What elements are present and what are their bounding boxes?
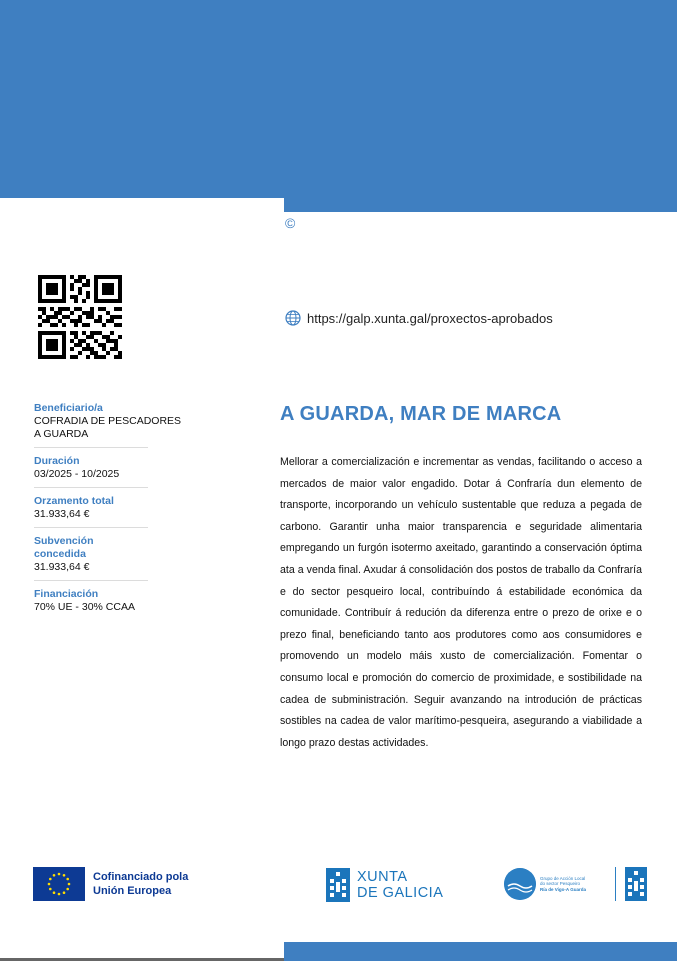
beneficiario-value-line2: A GUARDA (34, 428, 89, 440)
duracion-field (34, 455, 148, 488)
xunta-text-line2: DE GALICIA (357, 885, 444, 901)
header-band-left (0, 0, 284, 198)
eu-logo (33, 867, 201, 901)
eu-text-line2: Unión Europea (93, 885, 172, 897)
copyright-mark: © (285, 215, 296, 231)
duracion-value: 03/2025 - 10/2025 (34, 468, 120, 480)
beneficiario-label: Beneficiario/a (34, 402, 103, 414)
website-link[interactable] (285, 310, 553, 326)
eu-text-line1: Cofinanciado pola (93, 871, 189, 883)
orzamento-field (34, 495, 148, 528)
beneficiario-value-line1: COFRADIA DE PESCADORES (34, 415, 182, 427)
header-band-right (284, 0, 677, 212)
galp-text-line2: do sector Pesqueiro (540, 881, 581, 887)
website-url[interactable]: https://galp.xunta.gal/proxectos-aprobados (307, 310, 553, 326)
galp-emblem-icon (504, 868, 536, 900)
logo-divider (615, 867, 616, 901)
xunta-shield-icon (326, 868, 350, 902)
galp-text-line3: Ría de Vigo-A Guarda (540, 886, 587, 892)
financiacion-field (34, 588, 148, 620)
xunta-logo (326, 868, 443, 902)
globe-icon (285, 310, 301, 326)
project-title: A GUARDA, MAR DE MARCA (280, 403, 562, 425)
xunta-text-line1: XUNTA (357, 869, 408, 885)
orzamento-value: 31.933,64 € (34, 508, 90, 520)
qr-code-icon (38, 275, 122, 359)
footer-band (284, 942, 677, 961)
xunta-text (357, 869, 443, 901)
duracion-label: Duración (34, 455, 80, 467)
project-description: Mellorar a comercialización e incrementar as vendas, facilitando o acceso a mercados de maior valor engadido. Dotar á Confraría dun elemento de transporte, incorporando un vehículo sustentable que reduza a pegada de carbono. Garantir unha maior transparencia e seguridade alimentaria empregando un furgón isotermo axeitado, garantindo a conservación óptima ata a venda final. Axudar á consolidación dos postos de traballo da Confraría e do sector pesqueiro local, contribuíndo á estabilidade económica da comunidade. Contribuír á redución da diferenza entre o prezo de orixe e o prezo final, beneficiando tanto aos produtores como aos consumidores e promovendo un modelo máis xusto de comercialización. Fomentar o consumo local e promoción do comercio de proximidade, e sostibilidade na cadea de subministración. Seguir avanzando na introdución de prácticas sostibles na cadea de valor marítimo-pesqueira, asegurando a viabilidade a longo prazo destas actividades. (280, 456, 642, 749)
subvencion-field (34, 535, 148, 581)
project-details (34, 402, 182, 627)
subvencion-label: Subvención concedida (34, 535, 94, 560)
beneficiario-field (34, 402, 182, 448)
galp-text-line1: Grupo de Acción Local (540, 875, 586, 881)
eu-text (93, 870, 201, 898)
eu-flag-icon (33, 867, 85, 901)
financiacion-value: 70% UE - 30% CCAA (34, 601, 135, 613)
galicia-shield-icon (625, 867, 647, 901)
galp-logo (504, 867, 647, 901)
subvencion-value: 31.933,64 € (34, 561, 90, 573)
orzamento-label: Orzamento total (34, 495, 114, 507)
financiacion-label: Financiación (34, 588, 99, 600)
galp-text (540, 876, 606, 893)
